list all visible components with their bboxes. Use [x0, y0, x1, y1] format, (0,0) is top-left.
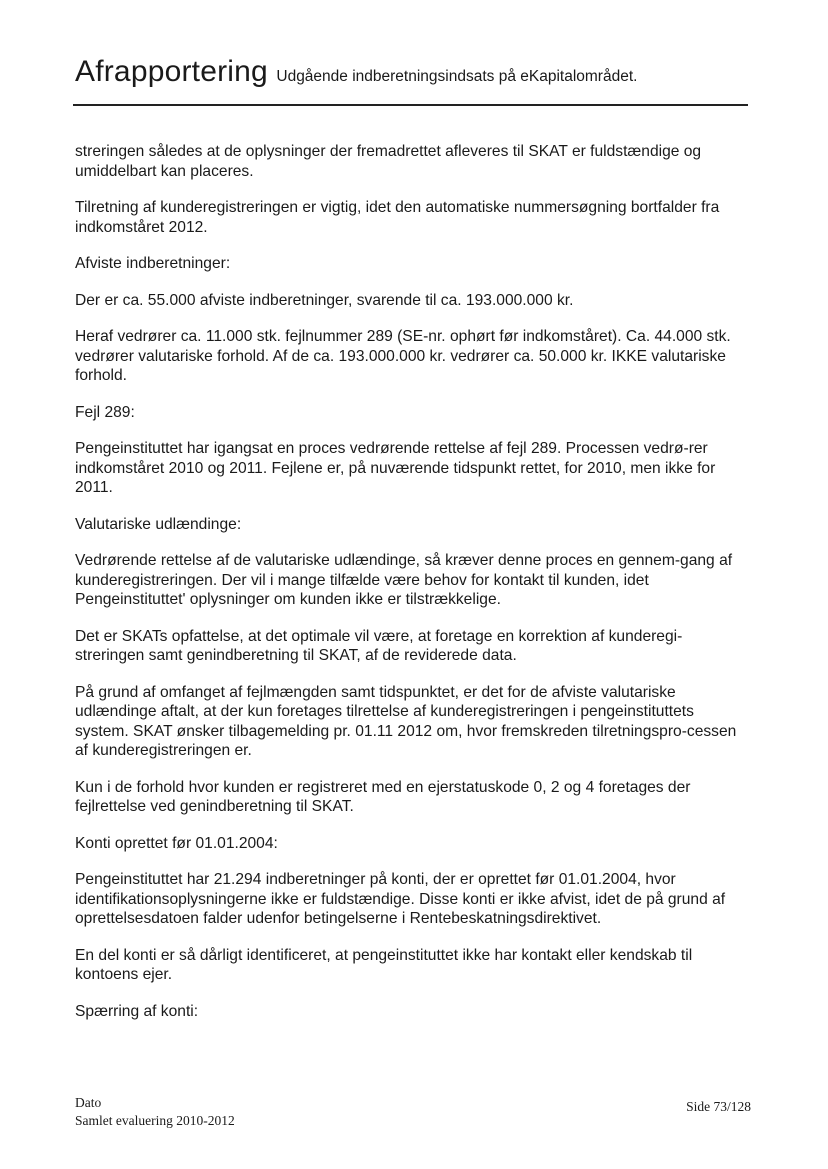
paragraph: Der er ca. 55.000 afviste indberetninger, svarende til ca. 193.000.000 kr. [75, 291, 574, 309]
section-heading: Valutariske udlændinge: [75, 515, 242, 533]
footer-document-name: Samlet evaluering 2010-2012 [75, 1113, 235, 1128]
paragraph: Kun i de forhold hvor kunden er registreret med en ejerstatuskode 0, 2 og 4 foretages der fejlrettelse ved genindberetning til SKAT. [75, 778, 691, 815]
page-header [75, 55, 755, 89]
paragraph: Heraf vedrører ca. 11.000 stk. fejlnummer 289 (SE-nr. ophørt før indkomståret). Ca. 44.000 stk. vedrører valutariske forhold. Af de ca. 193.000.000 kr. vedrører ca. 50.000 kr. IKKE valutariske forhold. [75, 328, 731, 384]
header-divider [73, 104, 748, 106]
paragraph: Pengeinstituttet har 21.294 indberetninger på konti, der er oprettet før 01.01.2004, hvor identifikationsoplysningerne ikke er fuldstændige. Disse konti er ikke afvist, idet de på grund af oprettelsesdatoen falder udenfor betingelserne i Rentebeskatningsdirektivet. [75, 871, 726, 927]
paragraph: En del konti er så dårligt identificeret, at pengeinstituttet ikke har kontakt eller kendskab til kontoens ejer. [75, 946, 693, 983]
section-heading: Afviste indberetninger: [75, 255, 231, 272]
page-footer [75, 1094, 751, 1130]
body-text [75, 142, 751, 1038]
section-heading: Konti oprettet før 01.01.2004: [75, 834, 278, 852]
section-heading: Fejl 289: [75, 403, 135, 421]
paragraph: Det er SKATs opfattelse, at det optimale vil være, at foretage en korrektion af kunderegi-streringen samt genindberetning til SKAT, af de reviderede data. [75, 627, 683, 664]
paragraph: Tilretning af kunderegistreringen er vigtig, idet den automatiske nummersøgning bortfalder fra indkomståret 2012. [75, 199, 720, 236]
paragraph: Pengeinstituttet har igangsat en proces vedrørende rettelse af fejl 289. Processen vedrø-rer indkomståret 2010 og 2011. Fejlene er, på nuværende tidspunkt rettet, for 2010, men ikke for 2011. [75, 440, 716, 496]
paragraph: streringen således at de oplysninger der fremadrettet afleveres til SKAT er fuldstændige og umiddelbart kan placeres. [75, 143, 702, 180]
footer-date-label: Dato [75, 1095, 102, 1110]
page-number: Side 73/128 [686, 1099, 751, 1114]
header-title: Afrapportering [75, 55, 268, 88]
header-subtitle: Udgående indberetningsindsats på eKapitalområdet. [276, 68, 638, 85]
paragraph: På grund af omfanget af fejlmængden samt tidspunktet, er det for de afviste valutariske udlændinge aftalt, at der kun foretages tilrettelse af kunderegistreringen i pengeinstituttets system. SKAT ønsker tilbagemelding pr. 01.11 2012 om, hvor fremskreden tilretningspro-cessen af kunderegistreringen er. [75, 683, 737, 759]
section-heading: Spærring af konti: [75, 1002, 199, 1020]
paragraph: Vedrørende rettelse af de valutariske udlændinge, så kræver denne proces en gennem-gang af kunderegistreringen. Der vil i mange tilfælde være behov for kontakt til kunden, idet Pengeinstituttet' oplysninger om kunden ikke er tilstrækkelige. [75, 552, 733, 608]
